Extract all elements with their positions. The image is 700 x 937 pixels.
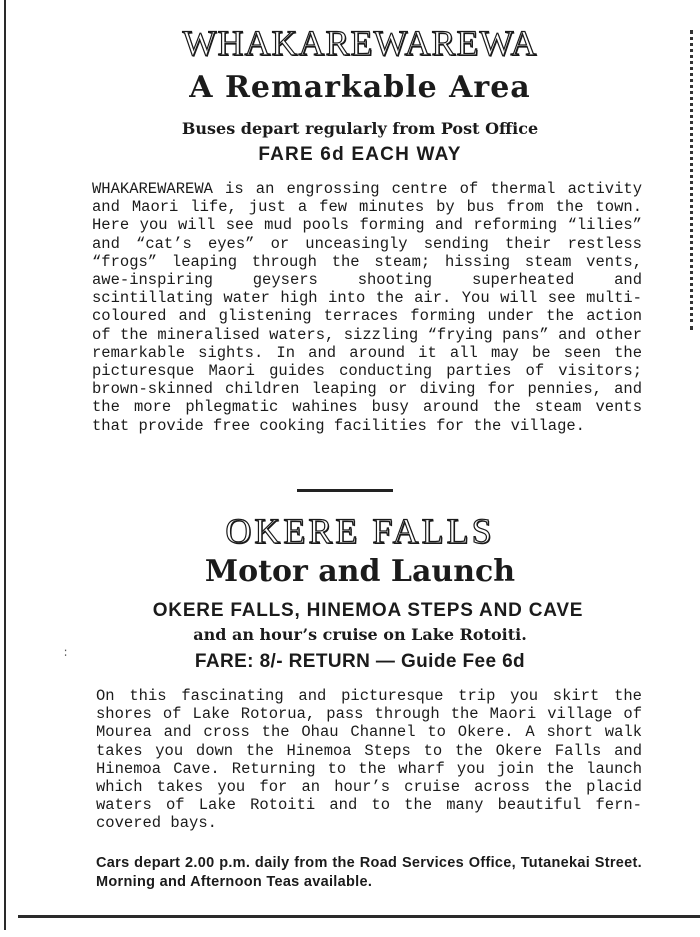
whakarewarewa-title: WHAKAREWAREWA (182, 23, 538, 63)
motor-and-launch-subtitle: Motor and Launch (204, 554, 516, 589)
okere-headline: OKERE FALLS, HINEMOA STEPS AND CAVE (152, 600, 584, 621)
okere-description: On this fascinating and picturesque trip you skirt the shores of Lake Rotorua, pass through the Maori village of Mourea and cross the Ohau Channel to Okere. A short walk takes you down the Hinemoa Steps to the Okere Falls and Hinemoa Cave. Returning to the wharf you join the launch which takes you for an hour’s cruise across the placid waters of Lake Rotoiti and to the many beautiful fern-covered bays. (96, 687, 642, 833)
section-divider (297, 489, 393, 492)
remarkable-area-subtitle: A Remarkable Area (189, 70, 531, 105)
print-speck: ∶ (64, 646, 68, 660)
cars-depart-notice: Cars depart 2.00 p.m. daily from the Road Services Office, Tutanekai Street. Morning and Afternoon Teas available. (96, 855, 642, 890)
cruise-line: and an hour’s cruise on Lake Rotoiti. (193, 625, 527, 644)
buses-depart-line: Buses depart regularly from Post Office (181, 119, 539, 138)
fare-each-way: FARE 6d EACH WAY (258, 144, 462, 165)
okere-falls-title: OKERE FALLS (225, 511, 495, 551)
fare-return-line: FARE: 8/- RETURN — Guide Fee 6d (194, 651, 526, 672)
bottom-border-rule (18, 915, 700, 918)
whakarewarewa-description: WHAKAREWAREWA is an engrossing centre of thermal activity and Maori life, just a few minutes by bus from the town. Here you will see mud pools forming and reforming “lilies” and “cat’s eyes” or unceasingly sending their restless “frogs” leaping through the steam; hissing steam vents, awe-inspiring geysers shooting superheated and scintillating water high into the air. You will see multi-coloured and glistening terraces forming under the action of the mineralised waters, sizzling “frying pans” and other remarkable sights. In and around it all may be seen the picturesque Maori guides conducting parties of visitors; brown-skinned children leaping or diving for pennies, and the more phlegmatic wahines busy around the steam vents that provide free cooking facilities for the village. (92, 180, 642, 435)
left-border-rule (4, 0, 6, 930)
